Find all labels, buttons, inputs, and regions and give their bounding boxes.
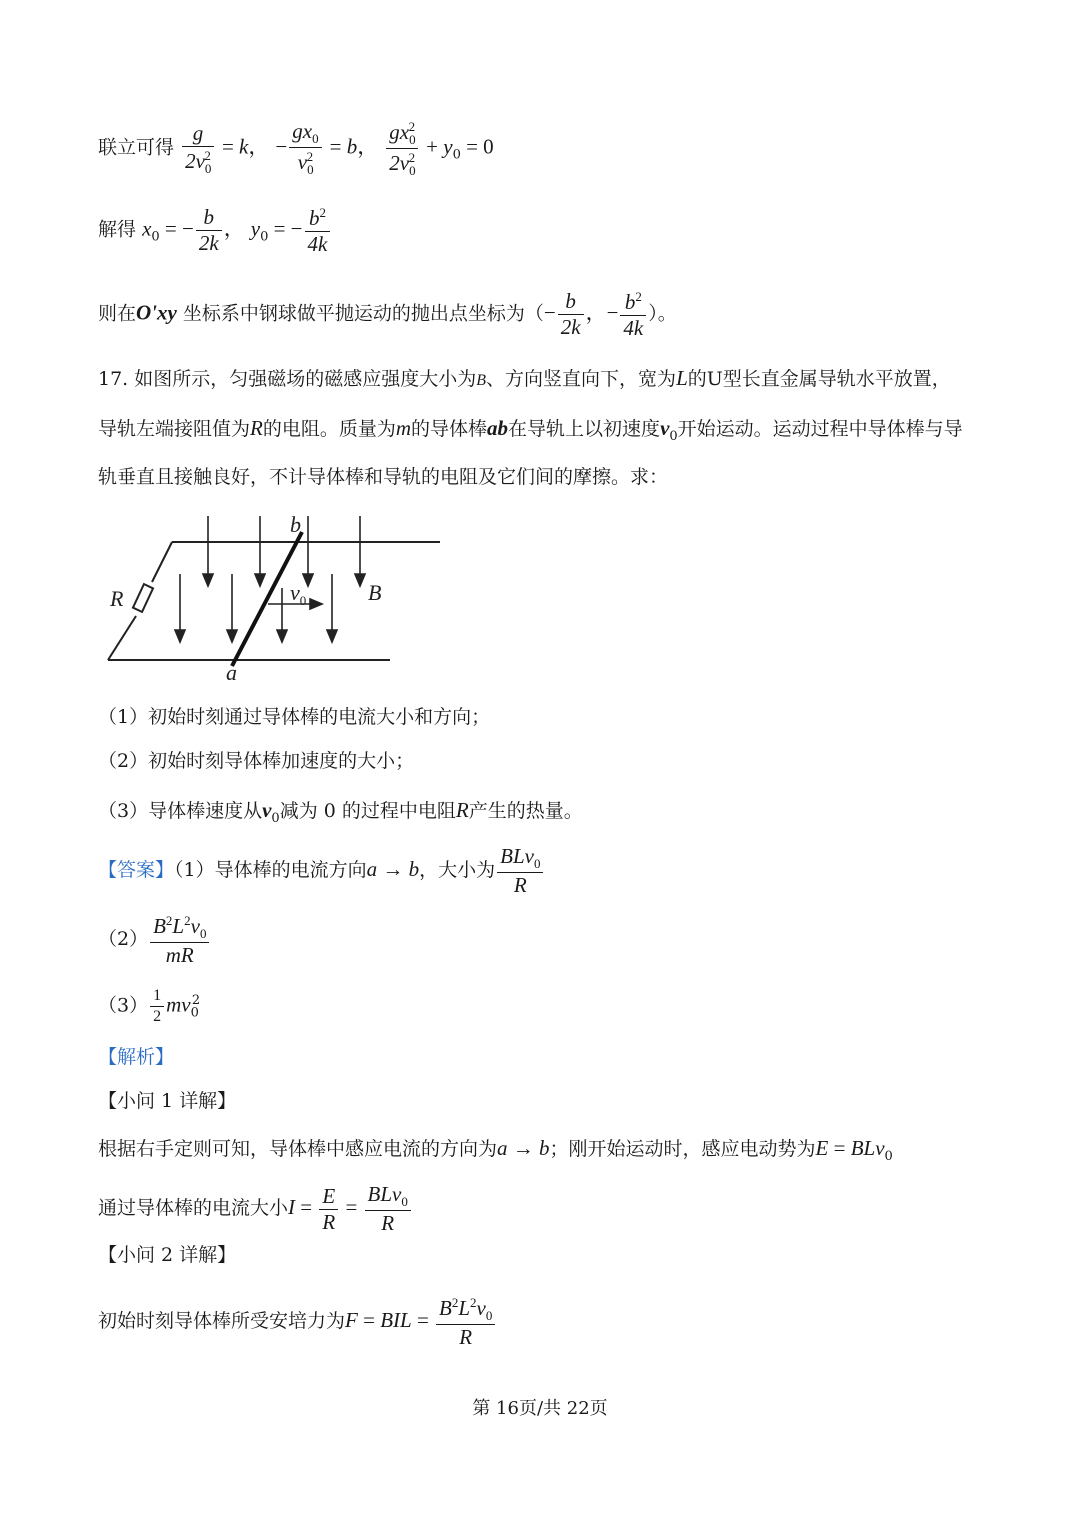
question-17-line-1: 17. 如图所示，匀强磁场的磁感应强度大小为B、方向竖直向下，宽为L的U型长直金属导轨水平放置，	[98, 366, 951, 390]
label-v0: $v_0$	[290, 580, 307, 608]
label-B: B	[368, 580, 382, 605]
sub-question-2: （2）初始时刻导体棒加速度的大小；	[98, 750, 415, 772]
magnetic-field-arrows	[175, 516, 365, 642]
label-a: a	[226, 660, 237, 683]
line-solution: 解得 $x_0$ = − $\frac{b}{2k}$ ， $y_0$ = − $\frac{b^2}{4k}$	[98, 206, 332, 255]
explanation-1: 根据右手定则可知，导体棒中感应电流的方向为a → b；刚开始运动时，感应电动势为E = BLv$_0$	[98, 1136, 893, 1164]
sub-question-1: （1）初始时刻通过导体棒的电流大小和方向；	[98, 706, 491, 728]
line-launch-point: 则在O'xy 坐标系中钢球做平抛运动的抛出点坐标为（− $\frac{b}{2k}$ ，− $\frac{b^2}{4k}$ ）。	[98, 289, 677, 340]
label-b: b	[290, 512, 301, 537]
fraction: $\frac{g}{2v_0^2}$	[182, 123, 214, 175]
answer-1: 【答案】（1）导体棒的电流方向a → b，大小为 $\frac{BLv_0}{R}$	[98, 846, 545, 896]
question-17-line-3: 轨垂直且接触良好，不计导体棒和导轨的电阻及它们间的摩擦。求：	[98, 466, 669, 488]
page-footer: 第 16页/共 22页	[472, 1398, 608, 1419]
answer-2: （2） $\frac{B^2L^2v_0}{mR}$	[98, 914, 211, 966]
left-rail-top	[152, 542, 172, 582]
left-rail-bottom	[108, 616, 136, 660]
sub-question-3: （3）导体棒速度从$v_0$减为 0 的过程中电阻R产生的热量。	[98, 798, 583, 826]
sub-heading-1: 【小问 1 详解】	[98, 1090, 237, 1112]
analysis-tag: 【解析】	[98, 1046, 175, 1068]
label-R: R	[110, 586, 124, 611]
line-simultaneous: 联立可得 $\frac{g}{2v_0^2}$ = k， − $\frac{gx_0}{v_0^2}$ = b， $\frac{gx_0^2}{2v_0^2}$ + $y_0 = 0$	[98, 119, 494, 179]
sub-heading-2: 【小问 2 详解】	[98, 1244, 237, 1266]
question-17-line-2: 导轨左端接阻值为R的电阻。质量为m的导体棒ab在导轨上以初速度$v_0$开始运动。运动过程中导体棒与导	[98, 416, 963, 444]
resistor	[133, 584, 153, 612]
explanation-3: 初始时刻导体棒所受安培力为F = BIL = $\frac{B^2L^2v_0}{R}$	[98, 1296, 497, 1348]
explanation-2: 通过导体棒的电流大小I = $\frac{E}{R}$ = $\frac{BLv_0}{R}$	[98, 1184, 413, 1234]
answer-3: （3） $\frac{1}{2}$ $mv_0^2$	[98, 987, 201, 1025]
answer-tag: 【答案】	[98, 859, 175, 882]
rail-circuit-diagram	[100, 508, 445, 683]
